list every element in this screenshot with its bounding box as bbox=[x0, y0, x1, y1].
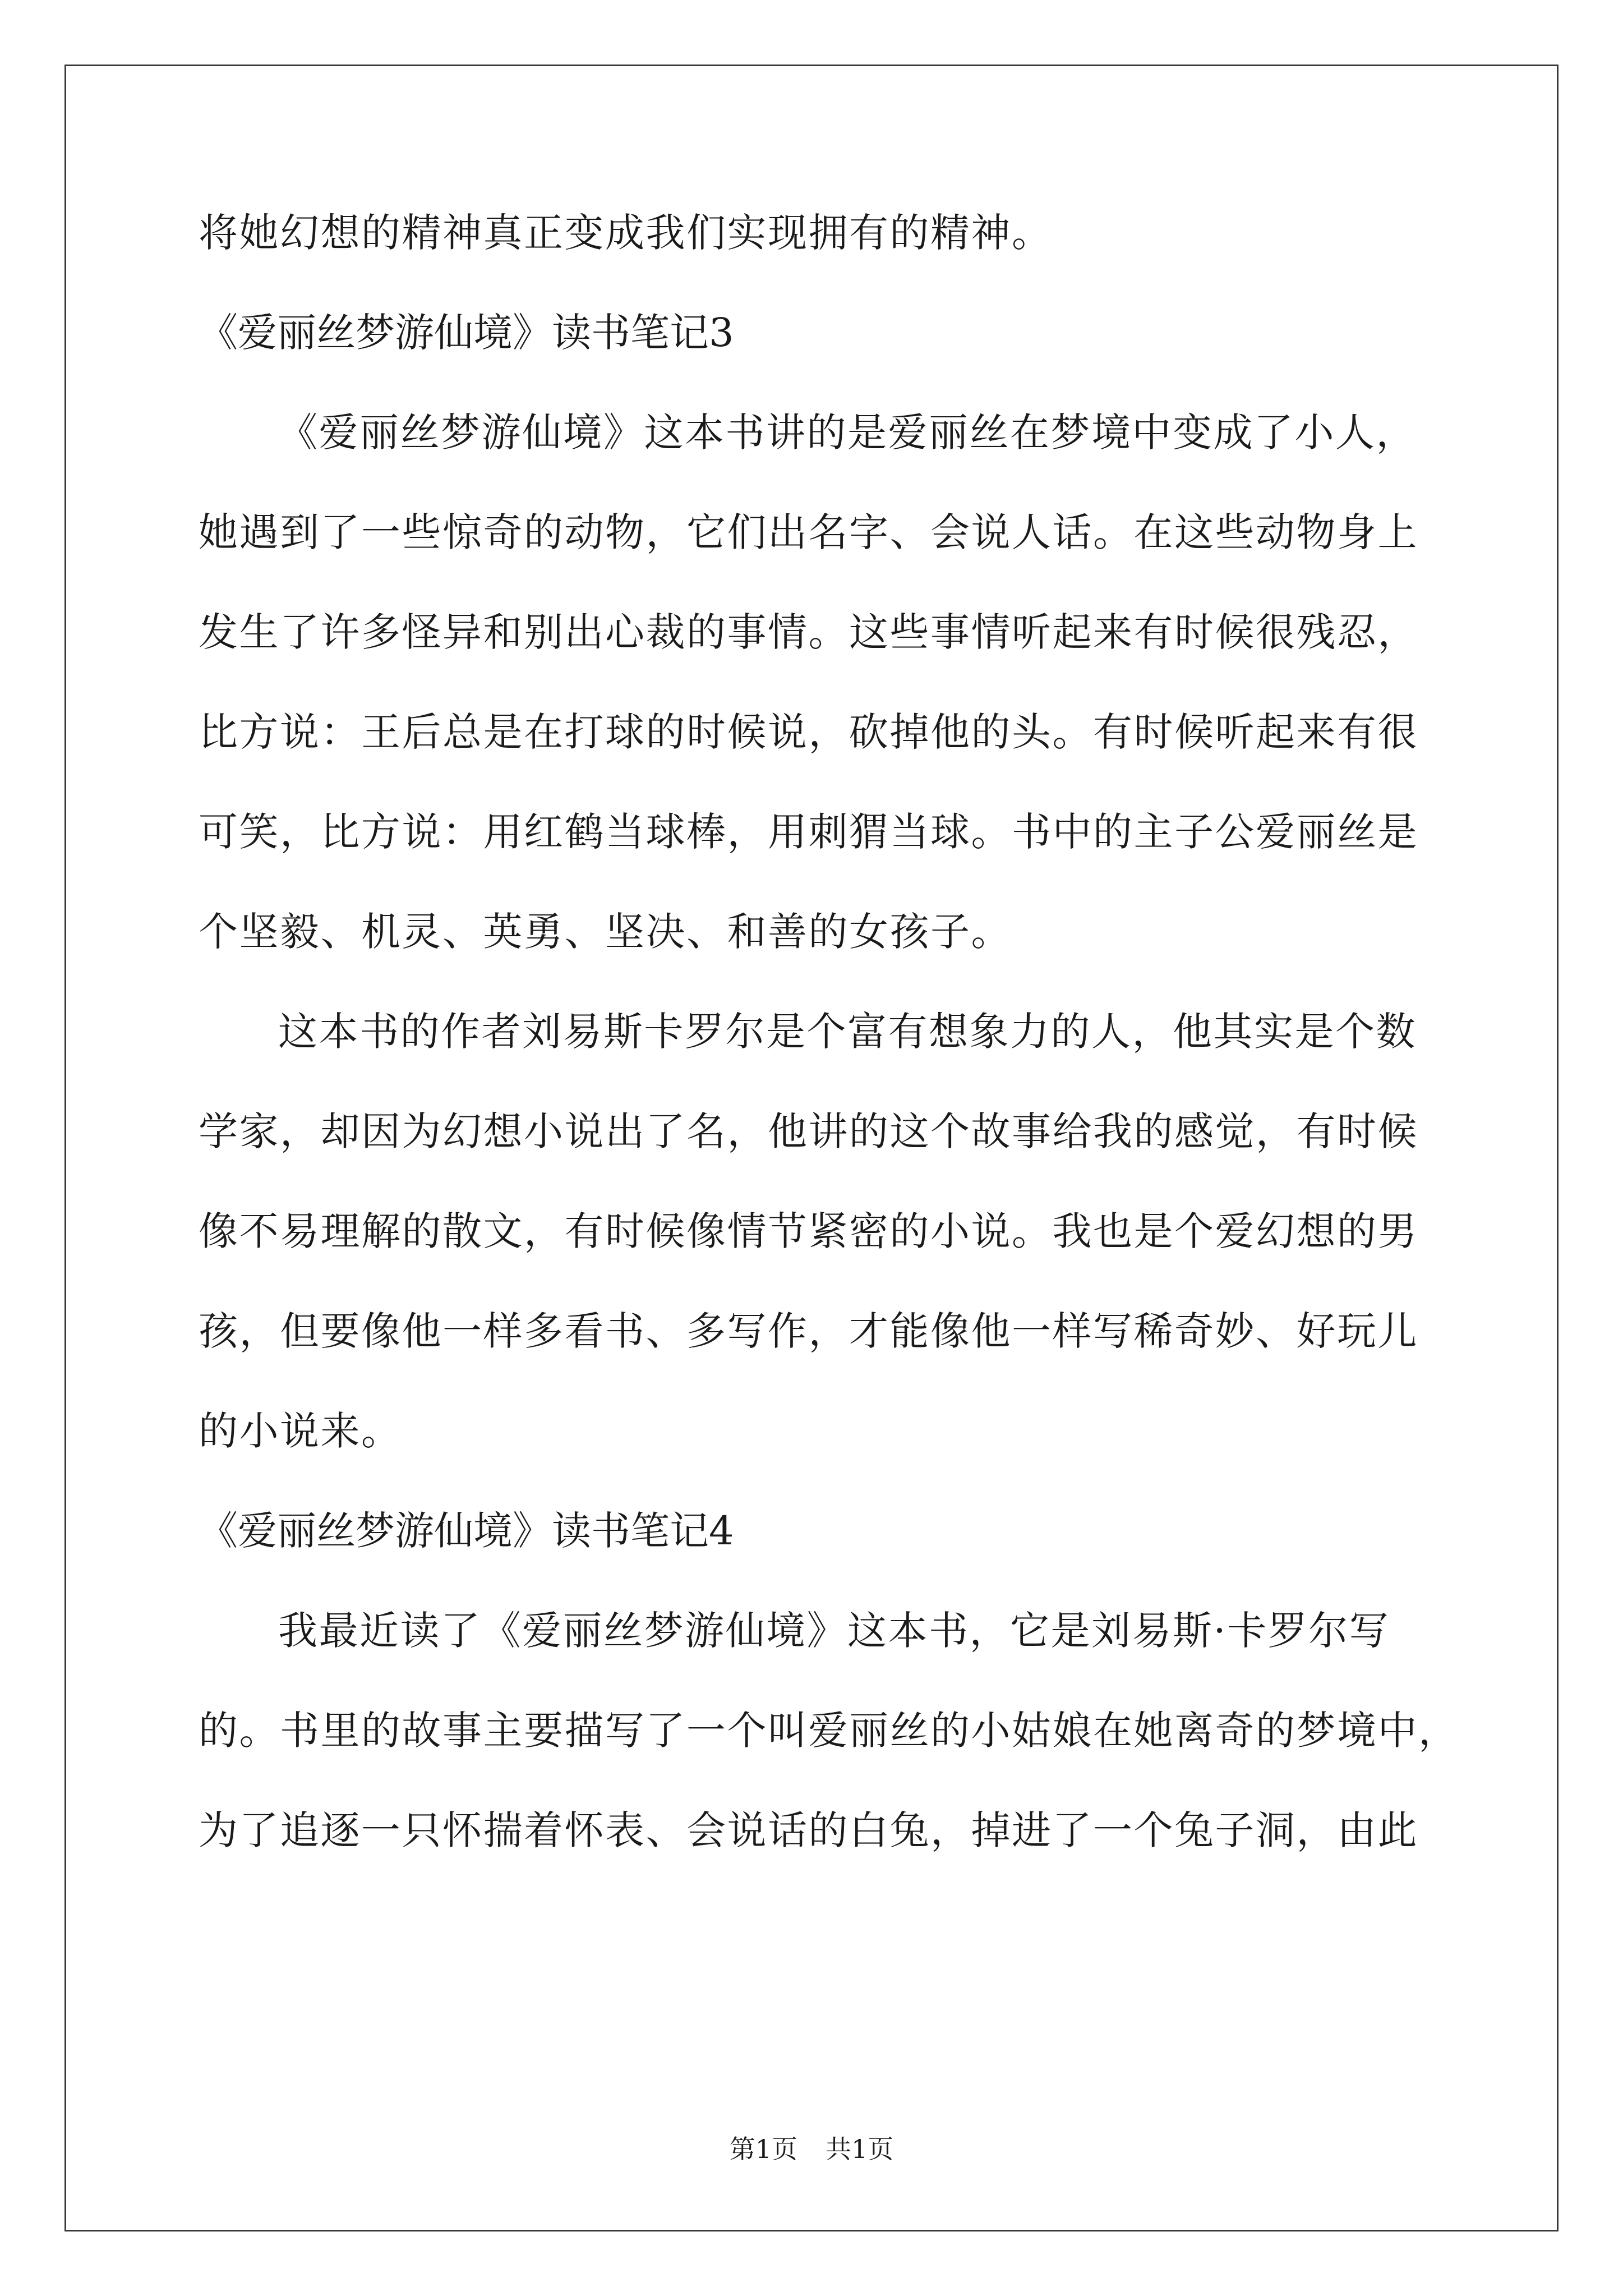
paragraph-line: 的。书里的故事主要描写了一个叫爱丽丝的小姑娘在她离奇的梦境中， bbox=[199, 1708, 1459, 1754]
paragraph-line: 我最近读了《爱丽丝梦游仙境》这本书，它是刘易斯·卡罗尔写 bbox=[278, 1608, 1390, 1654]
page-number-current: 第1页 bbox=[729, 2134, 797, 2164]
paragraph-line: 的小说来。 bbox=[199, 1408, 402, 1454]
section-heading: 《爱丽丝梦游仙境》读书笔记3 bbox=[199, 310, 734, 356]
page-footer bbox=[0, 2136, 1623, 2162]
paragraph-line: 将她幻想的精神真正变成我们实现拥有的精神。 bbox=[199, 210, 1053, 256]
paragraph-line: 孩，但要像他一样多看书、多写作，才能像他一样写稀奇妙、好玩儿 bbox=[199, 1308, 1418, 1354]
section-heading: 《爱丽丝梦游仙境》读书笔记4 bbox=[199, 1508, 734, 1554]
paragraph-line: 个坚毅、机灵、英勇、坚决、和善的女孩子。 bbox=[199, 909, 1012, 955]
paragraph-line: 为了追逐一只怀揣着怀表、会说话的白兔，掉进了一个兔子洞，由此 bbox=[199, 1807, 1418, 1853]
paragraph-line: 她遇到了一些惊奇的动物，它们出名字、会说人话。在这些动物身上 bbox=[199, 509, 1418, 555]
paragraph-line: 发生了许多怪异和别出心裁的事情。这些事情听起来有时候很残忍， bbox=[199, 609, 1418, 655]
paragraph-line: 学家，却因为幻想小说出了名，他讲的这个故事给我的感觉，有时候 bbox=[199, 1108, 1418, 1154]
paragraph-line: 《爱丽丝梦游仙境》这本书讲的是爱丽丝在梦境中变成了小人， bbox=[278, 409, 1417, 455]
paragraph-line: 像不易理解的散文，有时候像情节紧密的小说。我也是个爱幻想的男 bbox=[199, 1208, 1418, 1254]
paragraph-line: 这本书的作者刘易斯卡罗尔是个富有想象力的人，他其实是个数 bbox=[278, 1009, 1417, 1055]
paragraph-line: 可笑，比方说：用红鹤当球棒，用刺猬当球。书中的主子公爱丽丝是 bbox=[199, 809, 1418, 855]
page-number-total: 共1页 bbox=[826, 2134, 894, 2164]
document-body bbox=[199, 210, 1459, 1911]
paragraph-line: 比方说：王后总是在打球的时候说，砍掉他的头。有时候听起来有很 bbox=[199, 709, 1418, 755]
